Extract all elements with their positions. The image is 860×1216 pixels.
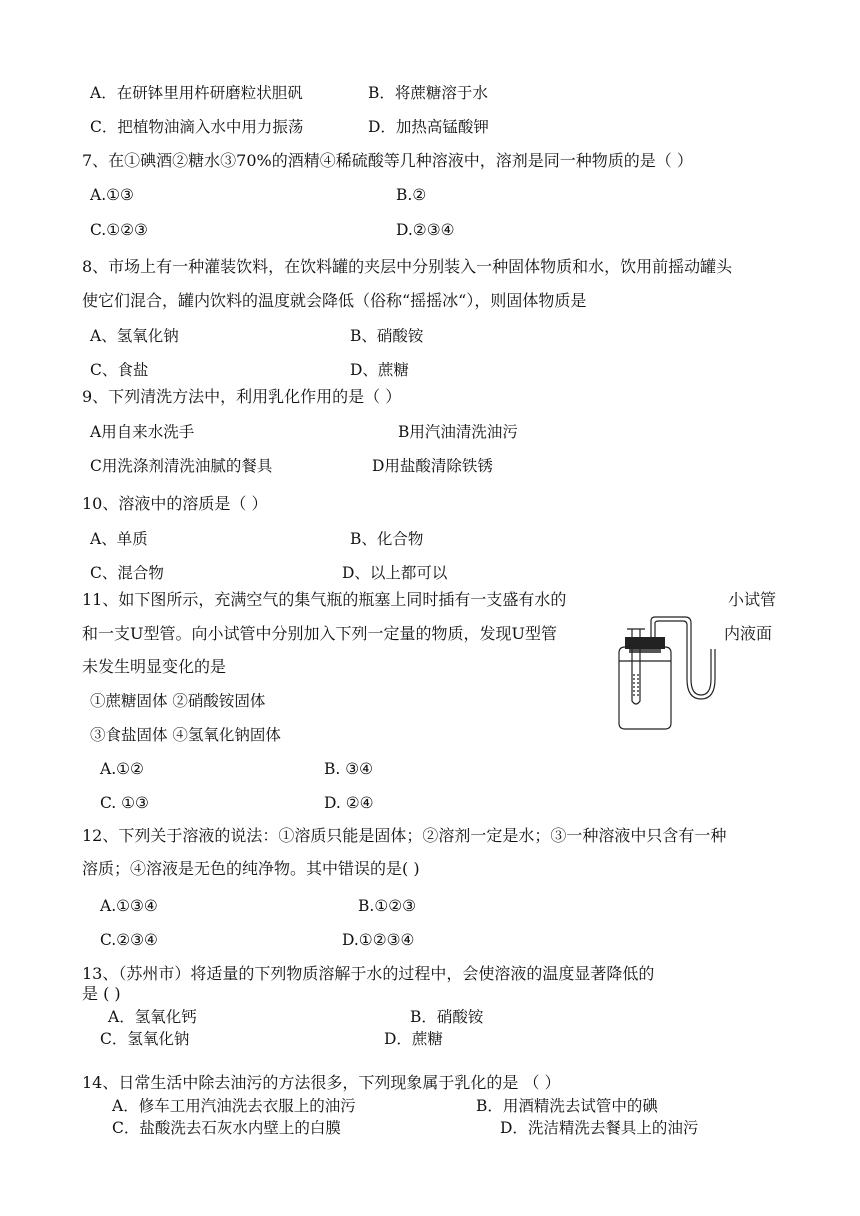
q10-option-a: A、单质 — [90, 530, 148, 548]
q7-stem: 7、在①碘酒②糖水③70%的酒精④稀硫酸等几种溶液中，溶剂是同一种物质的是（ ） — [82, 151, 693, 170]
q8-stem-line2: 使它们混合，罐内饮料的温度就会降低（俗称“摇摇冰“），则固体物质是 — [82, 291, 587, 310]
q8-option-d: D、蔗糖 — [350, 361, 409, 379]
q13-option-d: D．蔗糖 — [384, 1030, 443, 1048]
q6-option-c: C．把植物油滴入水中用力振荡 — [90, 118, 304, 136]
q7-option-c: C.①②③ — [90, 221, 148, 239]
q8-option-c: C、食盐 — [90, 361, 149, 379]
q14-option-a: A．修车工用汽油洗去衣服上的油污 — [112, 1097, 356, 1115]
q12-option-b: B.①②③ — [358, 897, 417, 915]
q6-option-d: D．加热高锰酸钾 — [368, 118, 489, 136]
q11-option-d: D. ②④ — [324, 794, 374, 812]
q10-option-d: D、以上都可以 — [342, 564, 448, 582]
q14-option-b: B．用酒精洗去试管中的碘 — [476, 1097, 658, 1115]
q11-stem-line3: 未发生明显变化的是 — [82, 657, 227, 676]
q8-stem-line1: 8、市场上有一种灌装饮料，在饮料罐的夹层中分别装入一种固体物质和水，饮用前摇动罐头 — [82, 257, 733, 276]
q7-option-b: B.② — [396, 186, 427, 204]
q11-items-line1: ①蔗糖固体 ②硝酸铵固体 — [90, 692, 266, 710]
q13-option-a: A．氢氧化钙 — [108, 1008, 197, 1026]
q12-option-a: A.①③④ — [100, 897, 158, 915]
q10-option-b: B、化合物 — [350, 530, 424, 548]
q13-option-b: B．硝酸铵 — [410, 1008, 484, 1026]
q7-option-a: A.①③ — [90, 186, 134, 204]
q7-option-d: D.②③④ — [396, 221, 455, 239]
q6-option-b: B．将蔗糖溶于水 — [368, 84, 488, 102]
q10-stem: 10、溶液中的溶质是（ ） — [82, 494, 268, 513]
q11-stem-line1-right: 小试管 — [728, 590, 777, 609]
q9-option-c: C用洗涤剂清洗油腻的餐具 — [90, 457, 273, 475]
q11-stem-line1: 11、如下图所示，充满空气的集气瓶的瓶塞上同时插有一支盛有水的 — [82, 590, 567, 609]
q10-option-c: C、混合物 — [90, 564, 164, 582]
q14-stem: 14、日常生活中除去油污的方法很多，下列现象属于乳化的是 （ ） — [82, 1073, 561, 1092]
q14-option-c: C．盐酸洗去石灰水内壁上的白膜 — [112, 1119, 341, 1137]
q11-option-c: C. ①③ — [100, 794, 149, 812]
q11-items-line2: ③食盐固体 ④氢氧化钠固体 — [90, 726, 281, 744]
gas-bottle-u-tube-icon — [605, 615, 720, 735]
q12-stem-line2: 溶质；④溶液是无色的纯净物。其中错误的是( ) — [82, 859, 420, 878]
q11-stem-line2: 和一支U型管。向小试管中分别加入下列一定量的物质，发现U型管 — [82, 624, 557, 643]
q11-option-b: B. ③④ — [324, 760, 374, 778]
q9-option-a: A用自来水洗手 — [90, 423, 195, 441]
q11-option-a: A.①② — [100, 760, 144, 778]
q9-stem: 9、下列清洗方法中，利用乳化作用的是（ ） — [82, 387, 402, 406]
q9-option-d: D用盐酸清除铁锈 — [372, 457, 493, 475]
q14-option-d: D．洗洁精洗去餐具上的油污 — [500, 1119, 699, 1137]
q13-stem-line2: 是 ( ) — [82, 984, 121, 1003]
q11-stem-line2-right: 内液面 — [724, 624, 773, 643]
q12-option-c: C.②③④ — [100, 931, 158, 949]
q12-stem-line1: 12、下列关于溶液的说法：①溶质只能是固体；②溶剂一定是水；③一种溶液中只含有一种 — [82, 826, 727, 845]
q6-option-a: A．在研钵里用杵研磨粒状胆矾 — [90, 84, 303, 102]
q9-option-b: B用汽油清洗油污 — [398, 423, 518, 441]
q8-option-b: B、硝酸铵 — [350, 327, 424, 345]
q13-stem-line1: 13、（苏州市）将适量的下列物质溶解于水的过程中，会使溶液的温度显著降低的 — [82, 964, 655, 983]
q13-option-c: C．氢氧化钠 — [100, 1030, 190, 1048]
q12-option-d: D.①②③④ — [342, 931, 415, 949]
q8-option-a: A、氢氧化钠 — [90, 327, 179, 345]
